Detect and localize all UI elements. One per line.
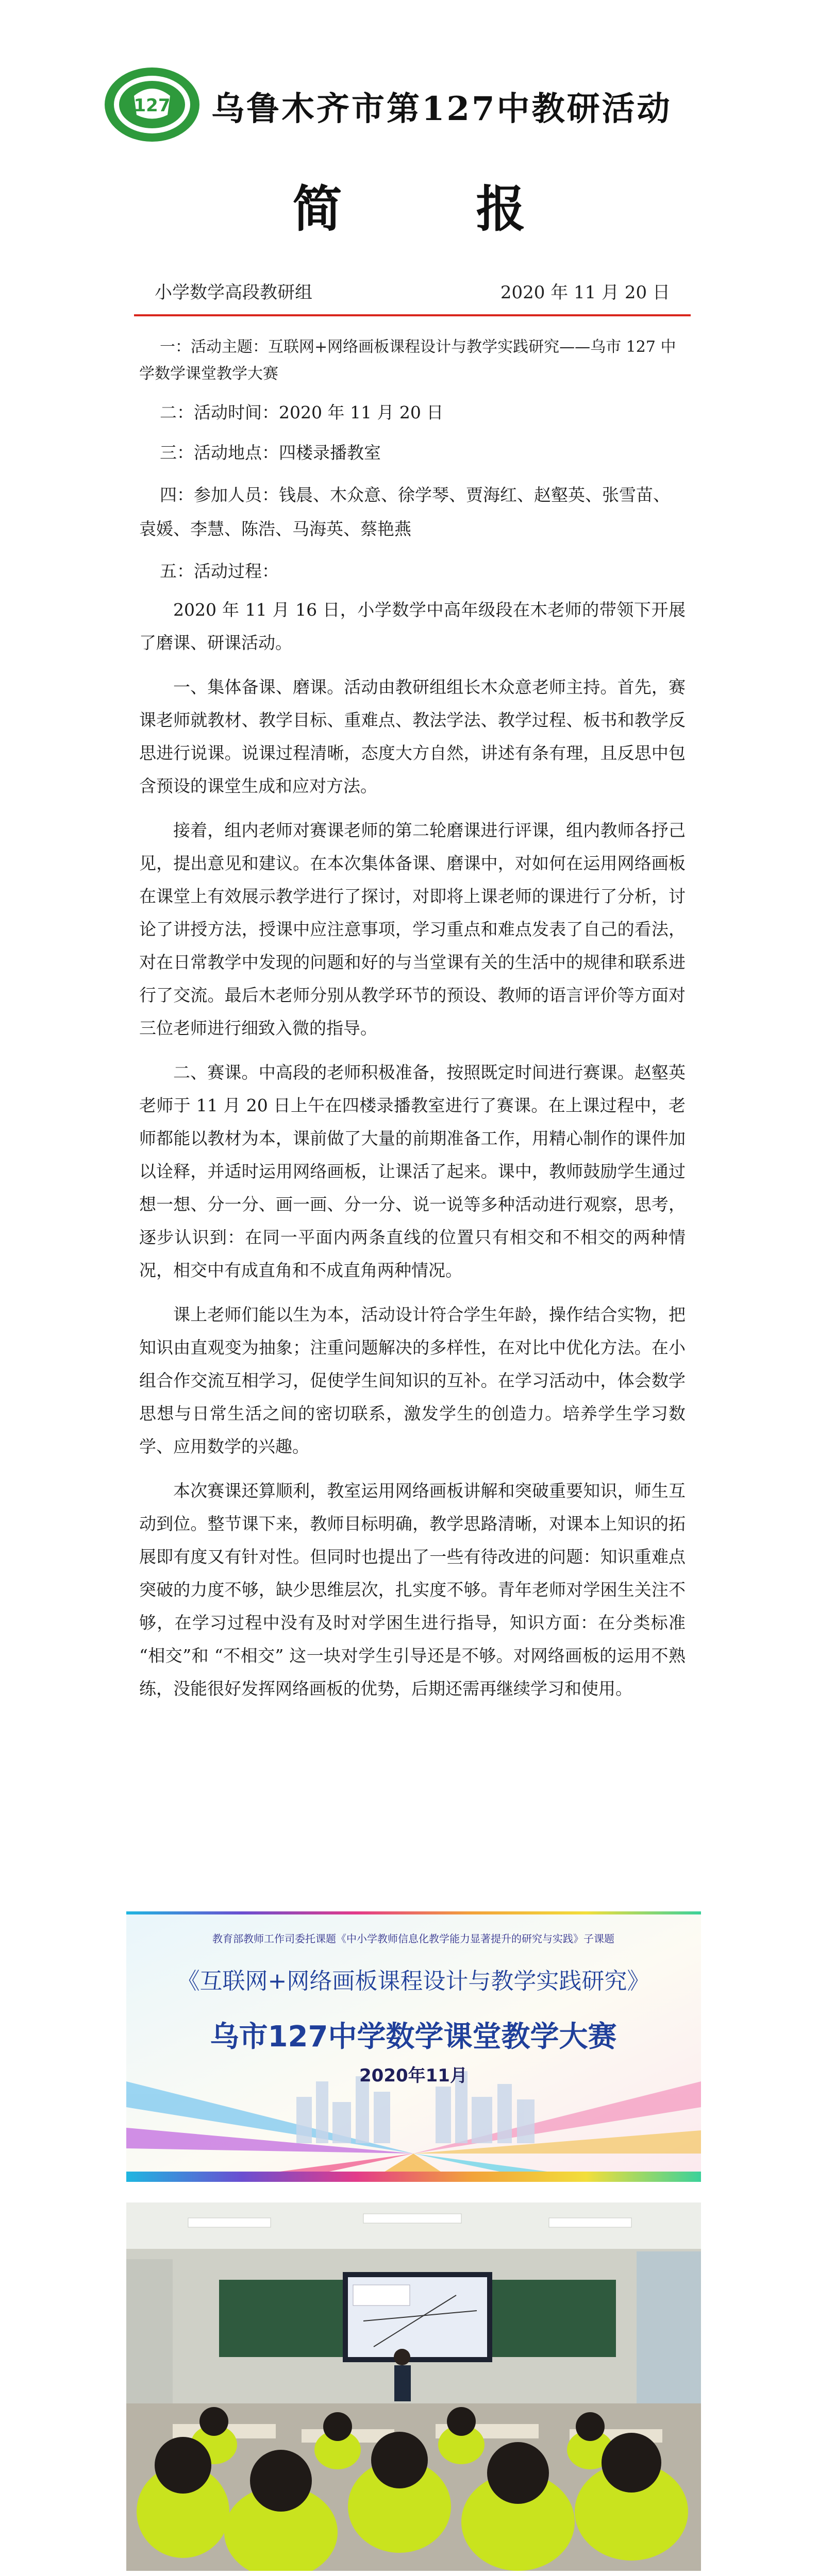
item-place: 三：活动地点：四楼录播教室 [160,443,381,463]
document-header [0,0,818,238]
paragraph: 本次赛课还算顺利，教室运用网络画板讲解和突破重要知识，师生互动到位。整节课下来，教师目标明确，教学思路清晰，对课本上知识的拓展即有度又有针对性。但同时也提出了一些有待改进的问题：知识重难点突破的力度不够，缺少思维层次，扎实度不够。青年老师对学困生关注不够，在学习过程中没有及时对学困生进行指导，知识方面：在分类标准 “相交”和 “不相交” 这一块对学生引导还是不够。对网络画板的运用不熟练，没能很好发挥网络画板的优势，后期还需再继续学习和使用。 [139,1481,686,1699]
item-process: 五：活动过程： [160,561,279,581]
org-title: 乌鲁木齐市第127中教研活动 [211,90,672,128]
banner-event: 乌市127中学数学课堂教学大赛 [210,2020,617,2054]
item-time: 二：活动时间：2020 年 11 月 20 日 [160,402,444,422]
banner-graphic [126,1911,701,2182]
classroom-photo [126,2202,701,2571]
school-logo [103,66,201,143]
report-date: 2020 年 11 月 20 日 [500,282,670,303]
doc-title: 简报 [292,180,660,238]
report-body [139,330,686,1705]
item-topic: 一：活动主题：互联网+网络画板课程设计与教学实践研究——乌市 127 中学数学课堂教学大赛 [139,338,676,383]
item-people: 四：参加人员：钱晨、木众意、徐学琴、贾海红、赵壑英、张雪苗、袁媛、李慧、陈浩、马海英、蔡艳燕 [139,485,670,539]
paragraph: 接着，组内老师对赛课老师的第二轮磨课进行评课，组内教师各抒己见，提出意见和建议。在本次集体备课、磨课中，对如何在运用网络画板在课堂上有效展示教学进行了探讨，对即将上课老师的课进行了分析，讨论了讲授方法，授课中应注意事项，学习重点和难点发表了自己的看法，对在日常教学中发现的问题和好的与当堂课有关的生活中的规律和联系进行了交流。最后木老师分别从教学环节的预设、教师的语言评价等方面对三位老师进行细致入微的指导。 [139,820,686,1038]
paragraph: 课上老师们能以生为本，活动设计符合学生年龄，操作结合实物，把知识由直观变为抽象；注重问题解决的多样性，在对比中优化方法。在小组合作交流互相学习，促使学生间知识的互补。在学习活动中，体会数学思想与日常生活之间的密切联系，激发学生的创造力。培养学生学习数学、应用数学的兴趣。 [139,1304,686,1456]
paragraph: 一、集体备课、磨课。活动由教研组组长木众意老师主持。首先，赛课老师就教材、教学目标、重难点、教法学法、教学过程、板书和教学反思进行说课。说课过程清晰，态度大方自然，讲述有条有理，且反思中包含预设的课堂生成和应对方法。 [139,677,686,796]
group-name: 小学数学高段教研组 [155,282,312,303]
classroom-graphic [126,2202,701,2571]
red-divider [134,314,691,316]
banner-date: 2020年11月 [359,2065,468,2086]
svg-text:127: 127 [133,95,171,116]
paragraph: 二、赛课。中高段的老师积极准备，按照既定时间进行赛课。赵壑英老师于 11 月 20 日上午在四楼录播教室进行了赛课。在上课过程中，老师都能以教材为本，课前做了大量的前期准备工作，用精心制作的课件加以诠释，并适时运用网络画板，让课活了起来。课中，教师鼓励学生通过想一想、分一分、画一画、分一分、说一说等多种活动进行观察，思考，逐步认识到：在同一平面内两条直线的位置只有相交和不相交的两种情况，相交中有成直角和不成直角两种情况。 [139,1062,686,1280]
event-banner [126,1911,701,2182]
banner-title: 《互联网+网络画板课程设计与教学实践研究》 [177,1968,650,1994]
paragraph: 2020 年 11 月 16 日，小学数学中高年级段在木老师的带领下开展了磨课、研课活动。 [139,600,686,653]
banner-top-line: 教育部教师工作司委托课题《中小学教师信息化教学能力显著提升的研究与实践》子课题 [212,1933,614,1945]
